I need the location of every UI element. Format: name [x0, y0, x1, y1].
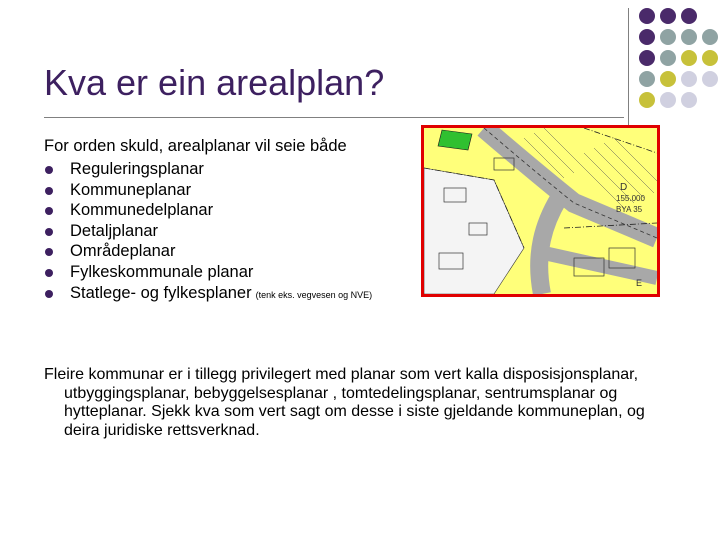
map-label-area: 155.000 — [616, 194, 645, 203]
map-label-e: E — [636, 278, 643, 288]
list-item — [44, 221, 372, 242]
map-label-zone: D — [620, 182, 628, 193]
bullet-icon — [45, 187, 53, 195]
dot-olive — [702, 50, 718, 66]
vertical-divider — [628, 8, 629, 126]
dot-purple — [639, 29, 655, 45]
list-item-label: Statlege- og fylkesplaner — [70, 283, 252, 302]
decorative-dot-grid — [639, 8, 720, 110]
dot-purple — [639, 50, 655, 66]
bullet-icon — [45, 269, 53, 277]
dot-empty — [702, 92, 718, 108]
dot-light — [681, 71, 697, 87]
list-item — [44, 200, 372, 221]
bullet-icon — [45, 290, 53, 298]
bullet-icon — [45, 248, 53, 256]
list-item-label: Fylkeskommunale planar — [70, 262, 254, 281]
bullet-icon — [45, 228, 53, 236]
body-paragraph: Fleire kommunar er i tillegg privilegert med planar som vert kalla disposisjonsplanar, utbyggingsplanar, bebyggelsesplanar , tomtedelingsplanar, sentrumsplanar og hytteplanar. Sjekk kva som vert sagt om desse i siste gjeldande kommuneplan, og deira juridiske rettsverknad. — [44, 366, 645, 439]
dot-purple — [639, 8, 655, 24]
list-item — [44, 159, 372, 180]
list-item-label: Kommunedelplanar — [70, 201, 214, 220]
list-item-label: Områdeplanar — [70, 242, 176, 261]
dot-teal — [660, 50, 676, 66]
list-item — [44, 241, 372, 262]
list-item-note: (tenk eks. vegvesen og NVE) — [255, 289, 373, 300]
intro-text: For orden skuld, arealplanar vil seie både — [44, 137, 347, 155]
dot-light — [681, 92, 697, 108]
list-item — [44, 283, 372, 306]
zoning-map-drawing — [424, 128, 657, 294]
dot-purple — [681, 8, 697, 24]
slide-title: Kva er ein arealplan? — [44, 62, 385, 103]
list-item-label: Reguleringsplanar — [70, 160, 204, 178]
bullet-icon — [45, 166, 53, 174]
dot-light — [660, 92, 676, 108]
dot-teal — [702, 29, 718, 45]
list-item — [44, 180, 372, 201]
dot-olive — [639, 92, 655, 108]
dot-olive — [681, 50, 697, 66]
dot-olive — [660, 71, 676, 87]
bullet-icon — [45, 207, 53, 215]
dot-purple — [660, 8, 676, 24]
list-item — [44, 262, 372, 283]
list-item-label: Detaljplanar — [70, 221, 159, 240]
dot-teal — [660, 29, 676, 45]
dot-teal — [639, 71, 655, 87]
zoning-map-image — [421, 125, 660, 297]
title-divider — [44, 117, 624, 118]
map-label-bya: BYA 35 — [616, 205, 643, 214]
plan-type-list — [44, 159, 372, 305]
dot-light — [702, 71, 718, 87]
dot-teal — [681, 29, 697, 45]
dot-empty — [702, 8, 718, 24]
list-item-label: Kommuneplanar — [70, 180, 192, 199]
